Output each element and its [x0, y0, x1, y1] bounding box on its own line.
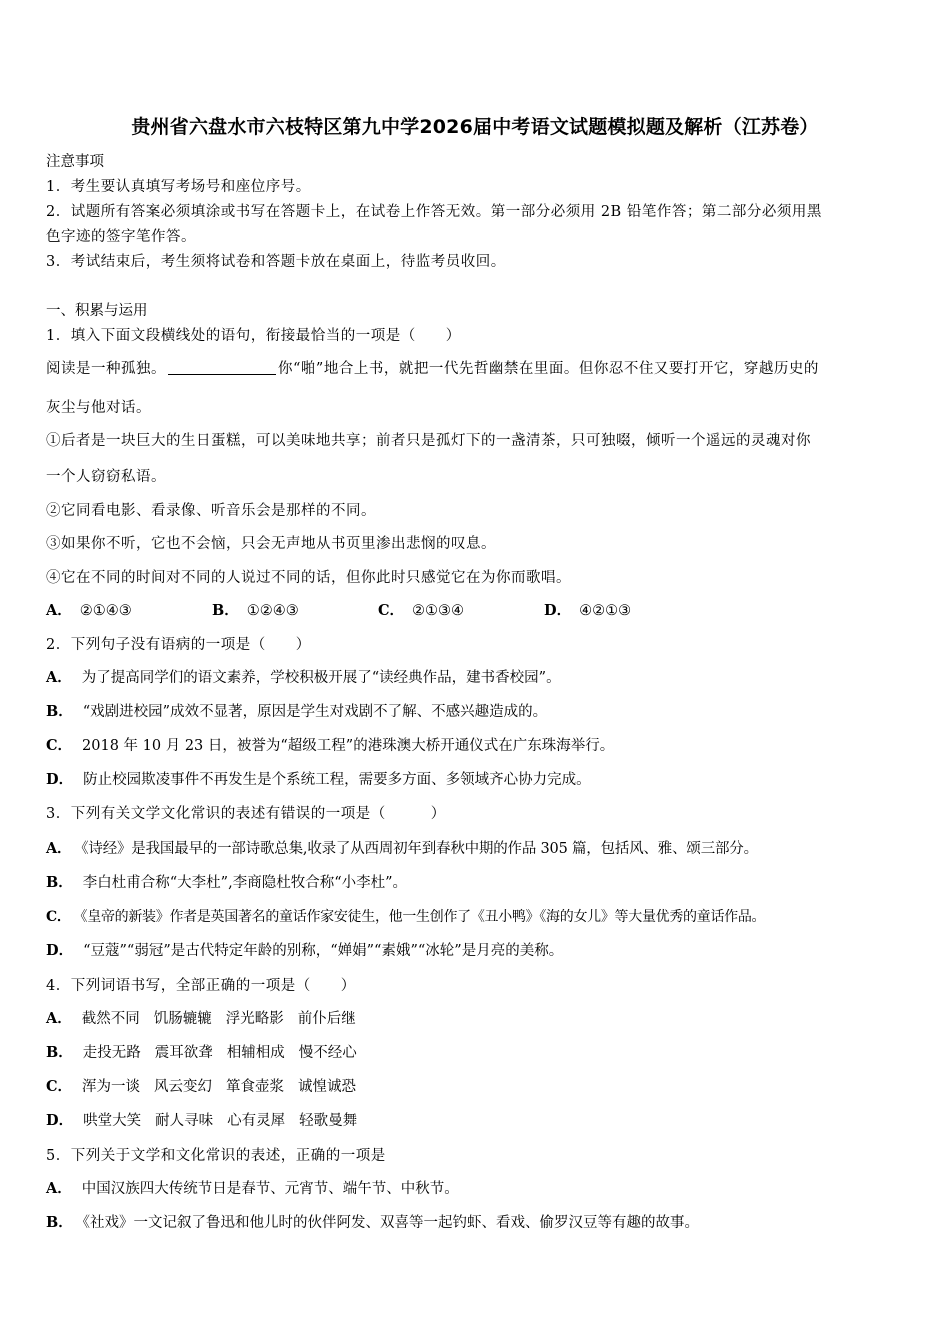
- option-text: ①②④③: [246, 603, 299, 619]
- q5-option-b[interactable]: [46, 1213, 699, 1233]
- q1-sentence: 一个人窃窃私语。: [46, 469, 166, 485]
- option-word: 轻歌曼舞: [299, 1113, 358, 1129]
- q1-sentence: ③如果你不听，它也不会恼，只会无声地从书页里渗出悲悯的叹息。: [46, 536, 496, 552]
- option-label: A．: [46, 602, 72, 619]
- option-text: 防止校园欺凌事件不再发生是个系统工程，需要多方面、多领域齐心协力完成。: [83, 772, 591, 788]
- option-text: ④②①③: [579, 603, 632, 619]
- q3-option-a[interactable]: [46, 839, 758, 859]
- option-label: B．: [46, 1044, 73, 1061]
- option-word: 浑为一谈: [82, 1079, 141, 1095]
- option-text: 《社戏》一文记叙了鲁迅和他儿时的伙伴阿发、双喜等一起钓虾、看戏、偷罗汉豆等有趣的故事。: [82, 1215, 700, 1231]
- q2-option-c[interactable]: [46, 736, 614, 756]
- option-text: 李白杜甫合称“大李杜”,李商隐杜牧合称“小李杜”。: [82, 875, 408, 891]
- option-label: A．: [46, 1010, 72, 1027]
- q5-stem: 5．下列关于文学和文化常识的表述，正确的一项是: [46, 1148, 386, 1164]
- notice-item: 1．考生要认真填写考场号和座位序号。: [46, 179, 311, 195]
- option-text: 《皇帝的新装》作者是英国著名的童话作家安徒生，他一生创作了《丑小鸭》《海的女儿》等大量优秀的童话作品。: [80, 909, 766, 925]
- option-label: A．: [46, 669, 72, 686]
- q1-option-b[interactable]: [212, 601, 299, 621]
- notice-item: 3．考试结束后，考生须将试卷和答题卡放在桌面上，待监考员收回。: [46, 254, 506, 270]
- q1-passage-start: 阅读是一种孤独。: [46, 361, 166, 377]
- page-title: 贵州省六盘水市六枝特区第九中学2026届中考语文试题模拟题及解析（江苏卷）: [131, 116, 819, 138]
- option-word: 饥肠辘辘: [153, 1011, 212, 1027]
- q3-option-c[interactable]: [46, 907, 765, 927]
- option-label: C．: [46, 909, 71, 925]
- option-text: ②①③④: [412, 603, 465, 619]
- notice-item: 2．试题所有答案必须填涂或书写在答题卡上，在试卷上作答无效。第一部分必须用 2B 铅笔作答；第二部分必须用黑: [46, 204, 822, 220]
- option-label: D．: [46, 1112, 74, 1129]
- option-text: ②①④③: [79, 603, 132, 619]
- q2-option-d[interactable]: [46, 770, 591, 790]
- option-word: 浮光略影: [225, 1011, 284, 1027]
- q3-option-d[interactable]: [46, 941, 563, 961]
- q4-option-b[interactable]: [46, 1043, 371, 1063]
- option-word: 哄堂大笑: [83, 1113, 142, 1129]
- q5-option-a[interactable]: [46, 1179, 459, 1199]
- option-label: B．: [46, 1214, 73, 1231]
- q1-option-d[interactable]: [544, 601, 631, 621]
- option-word: 走投无路: [82, 1045, 141, 1061]
- option-word: 慢不经心: [298, 1045, 357, 1061]
- option-word: 箪食壶浆: [226, 1079, 285, 1095]
- notice-heading: 注意事项: [46, 154, 104, 170]
- option-label: D．: [46, 942, 74, 959]
- q4-option-a[interactable]: [46, 1009, 370, 1029]
- q4-stem: 4．下列词语书写，全部正确的一项是（ ）: [46, 978, 356, 994]
- q1-option-c[interactable]: [378, 601, 464, 621]
- q1-option-a[interactable]: [46, 601, 132, 621]
- option-text: 中国汉族四大传统节日是春节、元宵节、端午节、中秋节。: [81, 1181, 459, 1197]
- option-text: 《诗经》是我国最早的一部诗歌总集,收录了从西周初年到春秋中期的作品 305 篇，包括风、雅、颂三部分。: [81, 841, 758, 857]
- section-heading: 一、积累与运用: [46, 303, 148, 319]
- option-word: 诚惶诚恐: [298, 1079, 357, 1095]
- option-label: C．: [46, 1078, 73, 1095]
- fill-blank: [168, 360, 276, 375]
- q2-option-a[interactable]: [46, 668, 561, 688]
- option-label: B．: [212, 602, 239, 619]
- q1-sentence: ①后者是一块巨大的生日蛋糕，可以美味地共享；前者只是孤灯下的一盏清茶，只可独啜，倾听一个遥远的灵魂对你: [46, 433, 811, 449]
- option-text: 2018 年 10 月 23 日，被誉为“超级工程”的港珠澳大桥开通仪式在广东珠海举行。: [82, 738, 615, 754]
- option-word: 风云变幻: [154, 1079, 213, 1095]
- option-word: 耐人寻味: [155, 1113, 214, 1129]
- q1-stem: 1．填入下面文段横线处的语句，衔接最恰当的一项是（ ）: [46, 328, 461, 344]
- option-word: 截然不同: [81, 1011, 140, 1027]
- option-label: A．: [46, 1180, 72, 1197]
- option-label: B．: [46, 703, 73, 720]
- q1-passage-line: [46, 359, 819, 379]
- option-word: 前仆后继: [297, 1011, 356, 1027]
- option-label: B．: [46, 874, 73, 891]
- option-label: C．: [46, 737, 73, 754]
- q3-stem: 3．下列有关文学文化常识的表述有错误的一项是（ ）: [46, 806, 446, 822]
- q1-passage-continue: 你“啪”地合上书，就把一代先哲幽禁在里面。但你忍不住又要打开它，穿越历史的: [278, 361, 819, 377]
- option-word: 相辅相成: [226, 1045, 285, 1061]
- q4-option-c[interactable]: [46, 1077, 370, 1097]
- option-label: D．: [544, 602, 572, 619]
- q1-sentence: ②它同看电影、看录像、听音乐会是那样的不同。: [46, 503, 376, 519]
- q1-passage-line: 灰尘与他对话。: [46, 400, 151, 416]
- option-text: “戏剧进校园”成效不显著，原因是学生对戏剧不了解、不感兴趣造成的。: [82, 704, 548, 720]
- option-word: 心有灵犀: [227, 1113, 286, 1129]
- option-text: 为了提高同学们的语文素养，学校积极开展了“读经典作品，建书香校园”。: [81, 670, 561, 686]
- option-label: A．: [46, 840, 72, 857]
- notice-item: 色字迹的签字笔作答。: [46, 229, 196, 245]
- q1-sentence: ④它在不同的时间对不同的人说过不同的话，但你此时只感觉它在为你而歌唱。: [46, 570, 571, 586]
- q2-stem: 2．下列句子没有语病的一项是（ ）: [46, 637, 311, 653]
- q4-option-d[interactable]: [46, 1111, 371, 1131]
- q2-option-b[interactable]: [46, 702, 547, 722]
- option-word: 震耳欲聋: [154, 1045, 213, 1061]
- option-text: “豆蔻”“弱冠”是古代特定年龄的别称，“婵娟”“素娥”“冰轮”是月亮的美称。: [83, 943, 564, 959]
- q3-option-b[interactable]: [46, 873, 407, 893]
- option-label: D．: [46, 771, 74, 788]
- option-label: C．: [378, 602, 405, 619]
